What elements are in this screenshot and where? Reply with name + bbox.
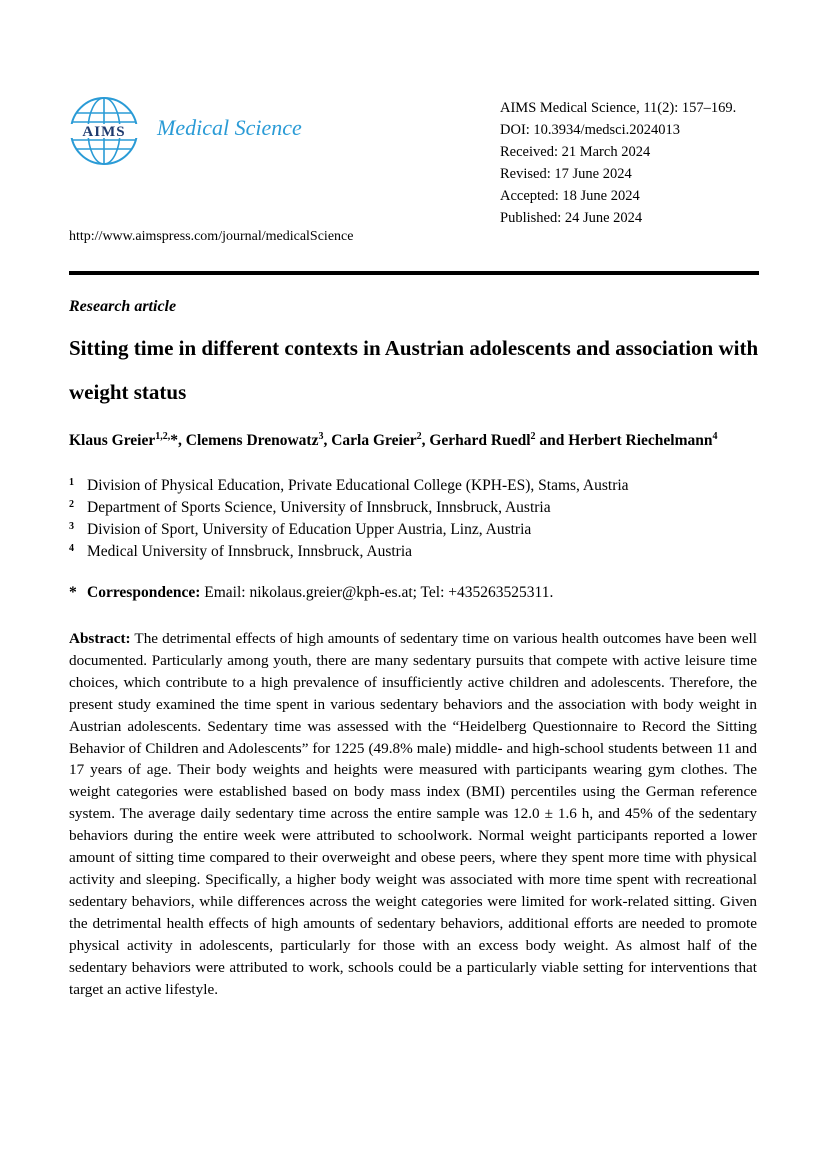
- author-separator: ,: [421, 432, 430, 449]
- affiliation-text: Division of Sport, University of Education Upper Austria, Linz, Austria: [87, 521, 532, 538]
- publication-meta: [500, 97, 736, 229]
- author-list: [69, 432, 717, 450]
- affiliation-item: [69, 497, 629, 519]
- journal-name: Medical Science: [157, 115, 302, 140]
- header-divider: [69, 271, 759, 275]
- author-name: Gerhard Ruedl: [429, 432, 531, 449]
- author-name: Carla Greier: [331, 432, 417, 449]
- logo-text: AIMS: [82, 124, 126, 140]
- article-title: Sitting time in different contexts in Austrian adolescents and association with weight status: [69, 336, 759, 404]
- journal-url-link[interactable]: http://www.aimspress.com/journal/medicalScience: [69, 229, 354, 244]
- affiliation-list: [69, 475, 629, 563]
- author-separator: ,: [323, 432, 332, 449]
- author-affil-sup: 2: [416, 431, 422, 442]
- author-name: Herbert Riechelmann: [568, 432, 713, 449]
- affiliation-text: Medical University of Innsbruck, Innsbruck, Austria: [87, 543, 413, 560]
- author-name: Klaus Greier: [69, 432, 156, 449]
- affiliation-number: 1: [69, 477, 74, 488]
- correspondence-text[interactable]: Email: nikolaus.greier@kph-es.at; Tel: +435263525311.: [200, 584, 554, 601]
- affiliation-number: 4: [69, 543, 74, 554]
- affiliation-item: [69, 475, 629, 497]
- meta-accepted: Accepted: 18 June 2024: [500, 188, 640, 204]
- correspondence-star: *: [69, 584, 77, 601]
- affiliation-number: 2: [69, 499, 74, 510]
- author-affil-sup: 1,2,: [155, 431, 171, 442]
- author-affil-sup: 3: [318, 431, 324, 442]
- affiliation-text: Department of Sports Science, University of Innsbruck, Innsbruck, Austria: [87, 499, 551, 516]
- abstract: [69, 628, 757, 1000]
- affiliation-number: 3: [69, 521, 74, 532]
- meta-doi: DOI: 10.3934/medsci.2024013: [500, 122, 681, 138]
- author-separator: and: [535, 432, 569, 449]
- globe-icon: [68, 95, 140, 167]
- author-name: Clemens Drenowatz: [185, 432, 319, 449]
- author-affil-sup: 2: [530, 431, 536, 442]
- affiliation-item: [69, 519, 629, 541]
- correspondence-label: Correspondence:: [87, 584, 201, 601]
- aims-logo: [68, 95, 140, 167]
- meta-published: Published: 24 June 2024: [500, 210, 643, 226]
- meta-citation: AIMS Medical Science, 11(2): 157–169.: [500, 100, 737, 116]
- article-type: Research article: [69, 298, 177, 315]
- author-separator: *,: [170, 432, 186, 449]
- abstract-text: The detrimental effects of high amounts of sedentary time on various health outcomes have been well documented. Particularly among youth, there are many sedentary pursuits that compete with active leisure time choices, which contribute to a high prevalence of insufficiently active children and adolescents. Therefore, the present study examined the time spent in various sedentary behaviors and the association with body weight in Austrian adolescents. Sedentary time was assessed with the “Heidelberg Questionnaire to Record the Sitting Behavior of Children and Adolescents” for 1225 (49.8% male) middle- and high-school students between 11 and 17 years of age. Their body weights and heights were measured with participants wearing gym clothes. The weight categories were established based on body mass index (BMI) percentiles using the German reference system. The average daily sedentary time across the entire sample was 12.0 ± 1.6 h, and 45% of the sedentary behaviors during the entire week were attributed to schoolwork. Normal weight participants reported a lower amount of sitting time compared to their overweight and obese peers, where they spent more time with physical activity and sleeping. Specifically, a higher body weight was associated with more time spent with recreational sedentary behaviors, while differences across the weight categories were limited for work-related sitting. Given the detrimental health effects of high amounts of sedentary behaviors, additional efforts are needed to promote physical activity in adolescents, particularly for those with an excess body weight. As almost half of the sedentary behaviors were attributed to work, schools could be a particularly viable setting for interventions that target an active lifestyle.: [69, 630, 757, 998]
- affiliation-text: Division of Physical Education, Private Educational College (KPH-ES), Stams, Austria: [87, 477, 629, 494]
- correspondence: [69, 584, 553, 602]
- affiliation-item: [69, 541, 629, 563]
- meta-revised: Revised: 17 June 2024: [500, 166, 632, 182]
- abstract-label: Abstract:: [69, 630, 131, 647]
- meta-received: Received: 21 March 2024: [500, 144, 651, 160]
- author-affil-sup: 4: [712, 431, 718, 442]
